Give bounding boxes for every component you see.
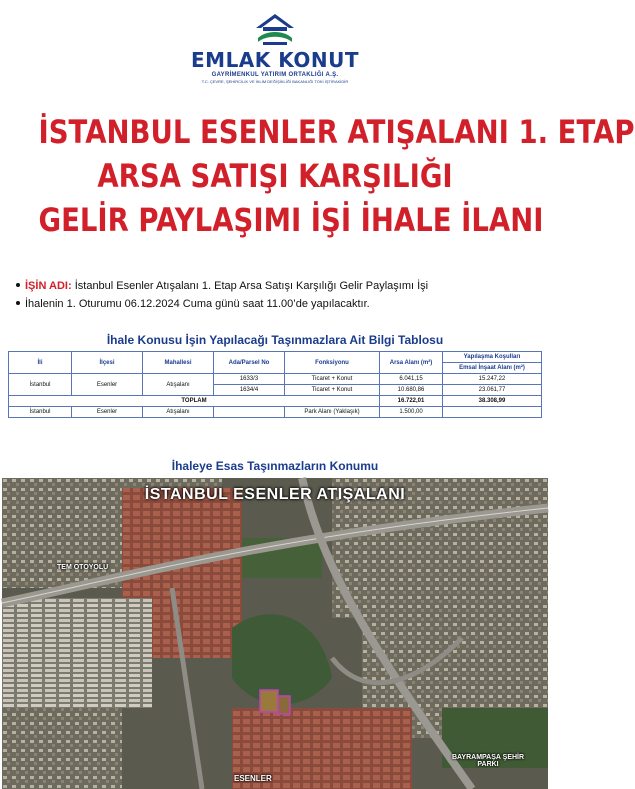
cell-il: İstanbul <box>9 407 72 418</box>
table-row <box>9 374 542 385</box>
brand-subtitle: GAYRİMENKUL YATIRIM ORTAKLIĞI A.Ş. <box>211 72 339 78</box>
bullet-dot-icon <box>16 283 20 287</box>
cell-fonksiyon: Park Alanı (Yaklaşık) <box>285 407 380 418</box>
title-line-3: GELİR PAYLAŞIMI İŞİ İHALE İLANI <box>38 201 544 239</box>
total-emsal: 38.308,99 <box>443 396 542 407</box>
cell-mahalle: Atışalanı <box>143 374 214 396</box>
header-il: İli <box>9 352 72 374</box>
label-esenler: ESENLER <box>234 774 272 783</box>
session-text: İhalenin 1. Oturumu 06.12.2024 Cuma günü saat 11.00’de yapılacaktır. <box>25 298 370 310</box>
cell-ada: 1633/3 <box>214 374 285 385</box>
cell-ilce: Esenler <box>72 374 143 396</box>
label-bayrampasa-park: BAYRAMPAŞA ŞEHİR PARKI <box>451 754 525 768</box>
cell-alan: 10.680,86 <box>380 385 443 396</box>
announcement-title <box>0 110 635 242</box>
total-label: TOPLAM <box>9 396 380 407</box>
house-icon <box>254 12 296 46</box>
bullet-list <box>16 277 536 313</box>
header-mahalle: Mahallesi <box>143 352 214 374</box>
bullet-job-name <box>16 277 536 295</box>
map-title: İSTANBUL ESENLER ATIŞALANI <box>144 486 406 503</box>
header-emsal: Emsal İnşaat Alanı (m²) <box>443 363 542 374</box>
header-kosul: Yapılaşma Koşulları <box>443 352 542 363</box>
cell-ada <box>214 407 285 418</box>
header-ilce: İlçesi <box>72 352 143 374</box>
map-section-title: İhaleye Esas Taşınmazların Konumu <box>171 459 379 473</box>
bullet-session <box>16 295 536 313</box>
header-alan: Arsa Alanı (m²) <box>380 352 443 374</box>
job-name-value: İstanbul Esenler Atışalanı 1. Etap Arsa Satışı Karşılığı Gelir Paylaşımı İşi <box>71 280 429 292</box>
cell-fonksiyon: Ticaret + Konut <box>285 374 380 385</box>
title-line-1: İSTANBUL ESENLER ATIŞALANI 1. ETAP <box>38 113 635 151</box>
cell-emsal: 15.247,22 <box>443 374 542 385</box>
satellite-map <box>2 478 548 789</box>
cell-mahalle: Atışalanı <box>143 407 214 418</box>
header-fonksiyon: Fonksiyonu <box>285 352 380 374</box>
brand-tagline: T.C. ÇEVRE, ŞEHİRCİLİK VE İKLİM DEĞİŞİKLİĞİ BAKANLIĞI TOKİ İŞTİRAKİDİR <box>201 79 349 84</box>
cell-emsal <box>443 407 542 418</box>
header-ada: Ada/Parsel No <box>214 352 285 374</box>
cell-ilce: Esenler <box>72 407 143 418</box>
table-total-row <box>9 396 542 407</box>
property-info-table <box>8 351 542 418</box>
job-name-key: İŞİN ADI: <box>25 280 72 292</box>
cell-alan: 1.500,00 <box>380 407 443 418</box>
table-header-row <box>9 352 542 363</box>
cell-emsal: 23.061,77 <box>443 385 542 396</box>
title-line-2: ARSA SATIŞI KARŞILIĞI <box>97 157 453 195</box>
company-logo <box>0 12 550 84</box>
table-row <box>9 407 542 418</box>
bullet-dot-icon <box>16 301 20 305</box>
cell-il: İstanbul <box>9 374 72 396</box>
total-alan: 16.722,01 <box>380 396 443 407</box>
map-image <box>2 478 548 789</box>
brand-name: EMLAK KONUT <box>191 48 359 72</box>
cell-ada: 1634/4 <box>214 385 285 396</box>
cell-fonksiyon: Ticaret + Konut <box>285 385 380 396</box>
cell-alan: 6.041,15 <box>380 374 443 385</box>
table-title: İhale Konusu İşin Yapılacağı Taşınmazlara Ait Bilgi Tablosu <box>106 333 444 347</box>
label-tem-otoyolu: TEM OTOYOLU <box>57 564 109 571</box>
